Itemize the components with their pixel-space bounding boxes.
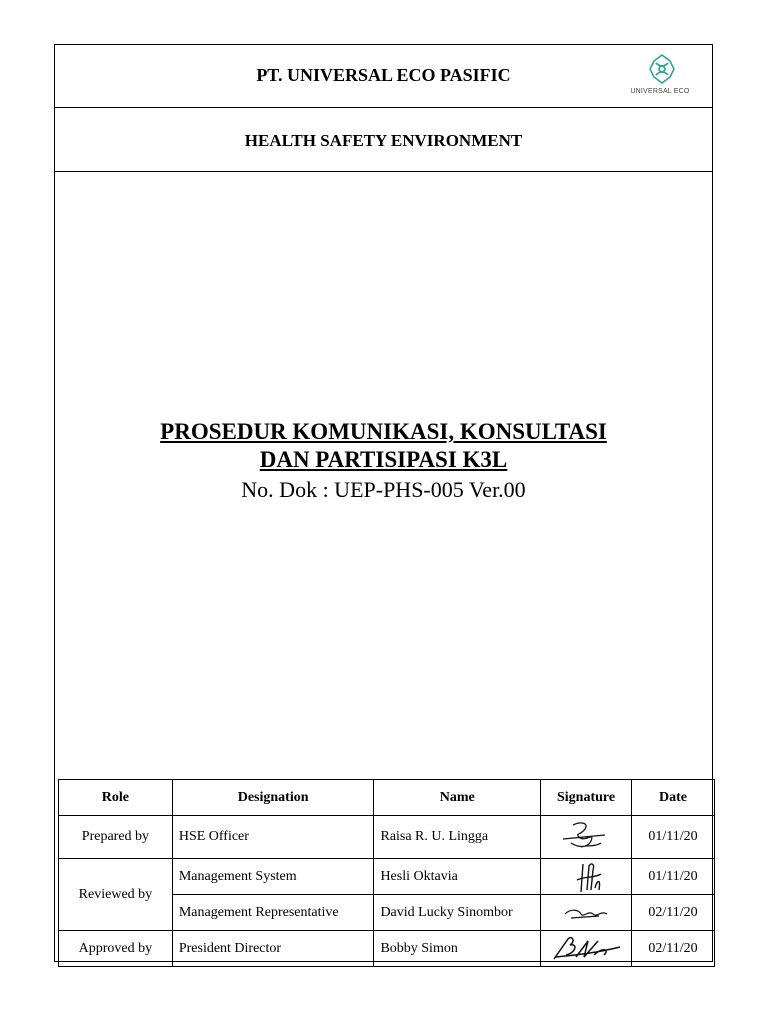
signature-bobby-icon: [546, 933, 626, 965]
department-name: HEALTH SAFETY ENVIRONMENT: [244, 131, 523, 150]
signature-hesli-icon: [551, 860, 621, 894]
date-cell: 02/11/20: [632, 895, 715, 931]
role-cell: Prepared by: [59, 816, 173, 859]
date-cell: 01/11/20: [632, 859, 715, 895]
document-frame: [54, 44, 713, 962]
table-row: [59, 859, 715, 895]
role-cell: Approved by: [59, 931, 173, 967]
column-header-role: Role: [59, 780, 173, 816]
name-cell: Hesli Oktavia: [374, 859, 541, 895]
universal-eco-logo-icon: [648, 53, 676, 85]
designation-cell: HSE Officer: [172, 816, 374, 859]
table-row: [59, 816, 715, 859]
column-header-date: Date: [632, 780, 715, 816]
role-cell: Reviewed by: [59, 859, 173, 931]
company-header: [55, 45, 712, 108]
designation-cell: President Director: [172, 931, 374, 967]
approval-table-header-row: [59, 780, 715, 816]
document-title-line-2: DAN PARTISIPASI K3L: [259, 447, 508, 472]
column-header-designation: Designation: [172, 780, 374, 816]
signature-david-icon: [551, 898, 621, 928]
designation-cell: Management System: [172, 859, 374, 895]
column-header-name: Name: [374, 780, 541, 816]
department-header: [55, 108, 712, 172]
company-logo: [622, 53, 698, 101]
document-title-line-1: PROSEDUR KOMUNIKASI, KONSULTASI: [160, 419, 607, 444]
signature-raisa-icon: [551, 817, 621, 857]
logo-text: UNIVERSAL ECO: [630, 88, 690, 95]
document-number: No. Dok : UEP-PHS-005 Ver.00: [241, 477, 526, 502]
designation-cell: Management Representative: [172, 895, 374, 931]
company-name: PT. UNIVERSAL ECO PASIFIC: [256, 65, 511, 85]
document-title-block: [55, 418, 712, 505]
signature-cell: [541, 931, 632, 967]
column-header-signature: Signature: [541, 780, 632, 816]
date-cell: 01/11/20: [632, 816, 715, 859]
name-cell: Bobby Simon: [374, 931, 541, 967]
name-cell: David Lucky Sinombor: [374, 895, 541, 931]
date-cell: 02/11/20: [632, 931, 715, 967]
name-cell: Raisa R. U. Lingga: [374, 816, 541, 859]
table-row: [59, 931, 715, 967]
signature-cell: [541, 816, 632, 859]
approval-table: [58, 779, 715, 967]
signature-cell: [541, 859, 632, 895]
signature-cell: [541, 895, 632, 931]
